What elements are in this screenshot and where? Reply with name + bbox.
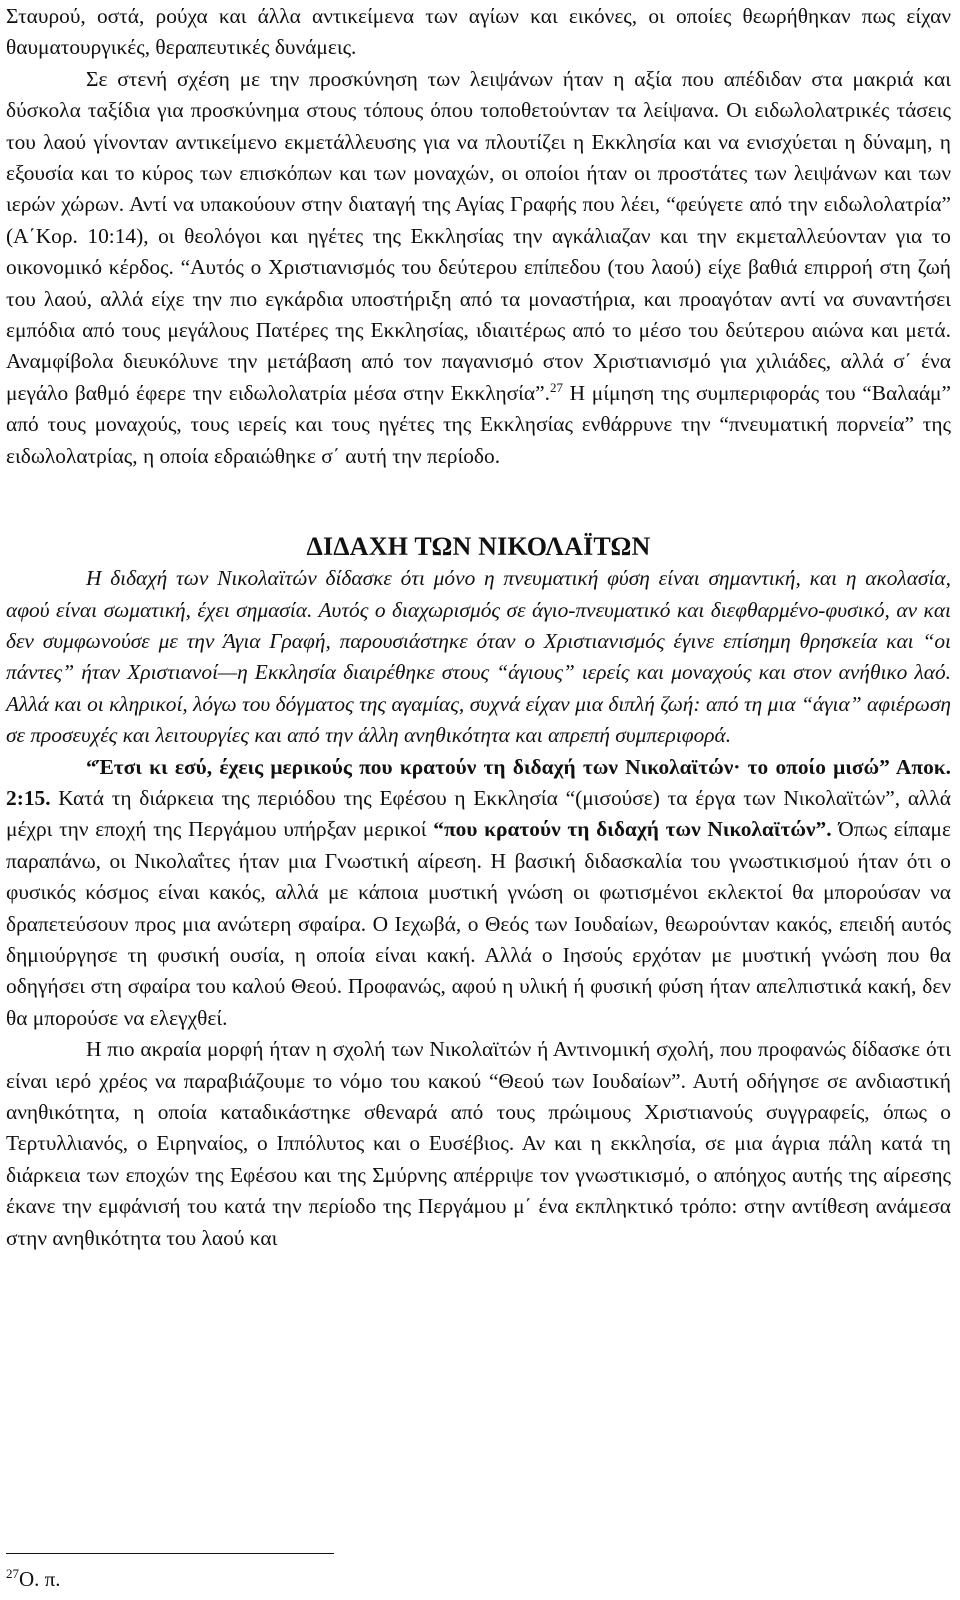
footnote-reference[interactable]: 27: [549, 379, 563, 395]
document-page: [6, 0, 951, 1254]
paragraph-text: Η πιο ακραία μορφή ήταν η σχολή των Νικολαϊτών ή Αντινομική σχολή, που προφανώς δίδασκε ότι είναι ιερό χρέος να παραβιάζουμε το νόμο του κακού “Θεού των Ιουδαίων”. Αυτή οδήγησε σε ανδιαστική ανηθικότητα, η οποία καταδικάστηκε σθεναρά από τους πρώιμους Χριστιανούς συγγραφείς, όπως ο Τερτυλλιανός, ο Ειρηναίος, ο Ιππόλυτος και ο Ευσέβιος. Αν και η εκκλησία, σε μια άγρια πάλη κατά τη διάρκεια των εποχών της Εφέσου και της Σμύρνης απέρριψε τον γνωστικισμό, ο απόηχος αυτής της αίρεσης έκανε την εμφάνισή του κατά την περίοδο της Περγάμου μ΄ ένα εκπληκτικό τρόπο: στην αντίθεση ανάμεσα στην ανηθικότητα του λαού και: [6, 1037, 951, 1250]
section-heading: ΔΙΔΑΧΗ ΤΩΝ ΝΙΚΟΛΑΪΤΩΝ: [306, 532, 651, 562]
paragraph-text: Κατά τη διάρκεια της περιόδου της Εφέσου η Εκκλησία “(μισούσε) τα έργα των Νικολαϊτών”, αλλά μέχρι την εποχή της Περγάμου υπήρξαν μερικοί: [6, 785, 951, 842]
footnote-text: Ο. π.: [19, 1567, 61, 1591]
paragraph-text-continued: Όπως είπαμε παραπάνω, οι Νικολαΐτες ήταν μια Γνωστική αίρεση. Η βασική διδασκαλία του γνωστικισμού ήταν ότι ο φυσικός κόσμος είναι κακός, αλλά με κάποια μυστική γνώση οι φωτισμένοι εκλεκτοί θα μπορούσαν να δραπετεύσουν προς μια ανώτερη σφαίρα. Ο Ιεχωβά, ο Θεός των Ιουδαίων, θεωρούνταν κακός, επειδή αυτός δημιούργησε τη φυσική ουσία, η οποία είναι κακή. Αλλά ο Ιησούς ερχόταν με μυστική γνώση που θα οδηγήσει στη σφαίρα του καλού Θεού. Προφανώς, αφού η υλική ή φυσική φύση ήταν απελπιστικά κακή, δεν θα μπορούσε να ελεγχθεί.: [6, 817, 951, 1030]
paragraph-pilgrimage: [6, 64, 951, 472]
paragraph-revelation-quote: [6, 752, 951, 1035]
footnote: [6, 1567, 61, 1591]
footnote-number: 27: [6, 1566, 19, 1581]
paragraph-text-continued: Η μίμηση της συμπεριφοράς του “Βαλαάμ” από τους μοναχούς, τους ιερείς και τους ηγέτες της Εκκλησίας ενθάρρυνε την “πνευματική πορνεία” της ειδωλολατρίας, η οποία εδραιώθηκε σ΄ αυτή την περίοδο.: [6, 380, 951, 468]
bible-quote: “Έτσι κι εσύ, έχεις μερικούς που κρατούν τη διδαχή των Νικολαϊτών· το οποίο μισώ” Αποκ. 2:15.: [6, 754, 951, 810]
bible-quote-inline: “που κρατούν τη διδαχή των Νικολαϊτών”.: [433, 817, 832, 842]
paragraph-antinomian-school: [6, 1034, 951, 1254]
footnote-divider: [6, 1553, 334, 1554]
paragraph-relics-intro: [6, 0, 951, 64]
paragraph-nicolaitans-summary: [6, 563, 951, 751]
paragraph-text: Σταυρού, οστά, ρούχα και άλλα αντικείμενα των αγίων και εικόνες, οι οποίες θεωρήθηκαν πως είχαν θαυματουργικές, θεραπευτικές δυνάμεις.: [6, 4, 951, 60]
paragraph-text: Η διδαχή των Νικολαϊτών δίδασκε ότι μόνο η πνευματική φύση είναι σημαντική, και η ακολασία, αφού είναι σωματική, έχει σημασία. Αυτός ο διαχωρισμός σε άγιο-πνευματικό και διεφθαρμένο-φυσικό, αν και δεν συμφωνούσε με την Άγια Γραφή, παρουσιάστηκε όταν ο Χριστιανισμός έγινε επίσημη θρησκεία και “οι πάντες” ήταν Χριστιανοί—η Εκκλησία διαιρέθηκε στους “άγιους” ιερείς και μοναχούς και στον ανήθικο λαό. Αλλά και οι κληρικοί, λόγω του δόγματος της αγαμίας, συχνά είχαν μια διπλή ζωή: από τη μια “άγια” αφιέρωση σε προσευχές και λειτουργίες και από την άλλη ανηθικότητα και απρεπή συμπεριφορά.: [6, 566, 951, 748]
paragraph-text: Σε στενή σχέση με την προσκύνηση των λειψάνων ήταν η αξία που απέδιδαν στα μακριά και δύσκολα ταξίδια για προσκύνημα στους τόπους όπου τοποθετούνταν τα λείψανα. Οι ειδωλολατρικές τάσεις του λαού γίνονταν αντικείμενο εκμετάλλευσης για να πλουτίζει η Εκκλησία και να ενισχύεται η δύναμη, η εξουσία και το κύρος των επισκόπων και των μοναχών, οι οποίοι ήταν οι προστάτες των λειψάνων και των ιερών χώρων. Αντί να υπακούουν στην διαταγή της Αγίας Γραφής που λέει, “φεύγετε από την ειδωλολατρία” (Α΄Κορ. 10:14), οι θεολόγοι και ηγέτες της Εκκλησίας την αγκάλιαζαν και την εκμεταλλεύονταν για το οικονομικό κέρδος. “Αυτός ο Χριστιανισμός του δεύτερου επίπεδου (του λαού) είχε βαθιά επιρροή στη ζωή του λαού, αλλά είχε την πιο εγκάρδια υποστήριξη από τα μοναστήρια, και προαγόταν αντί να συναντήσει εμπόδια από τους μεγάλους Πατέρες της Εκκλησίας, ιδιαιτέρως από το μέσο του δεύτερου αιώνα και μετά. Αναμφίβολα διευκόλυνε την μετάβαση από τον παγανισμό στον Χριστιανισμό για χιλιάδες, αλλά σ΄ ένα μεγάλο βαθμό έφερε την ειδωλολατρία μέσα στην Εκκλησία”.: [6, 66, 951, 405]
